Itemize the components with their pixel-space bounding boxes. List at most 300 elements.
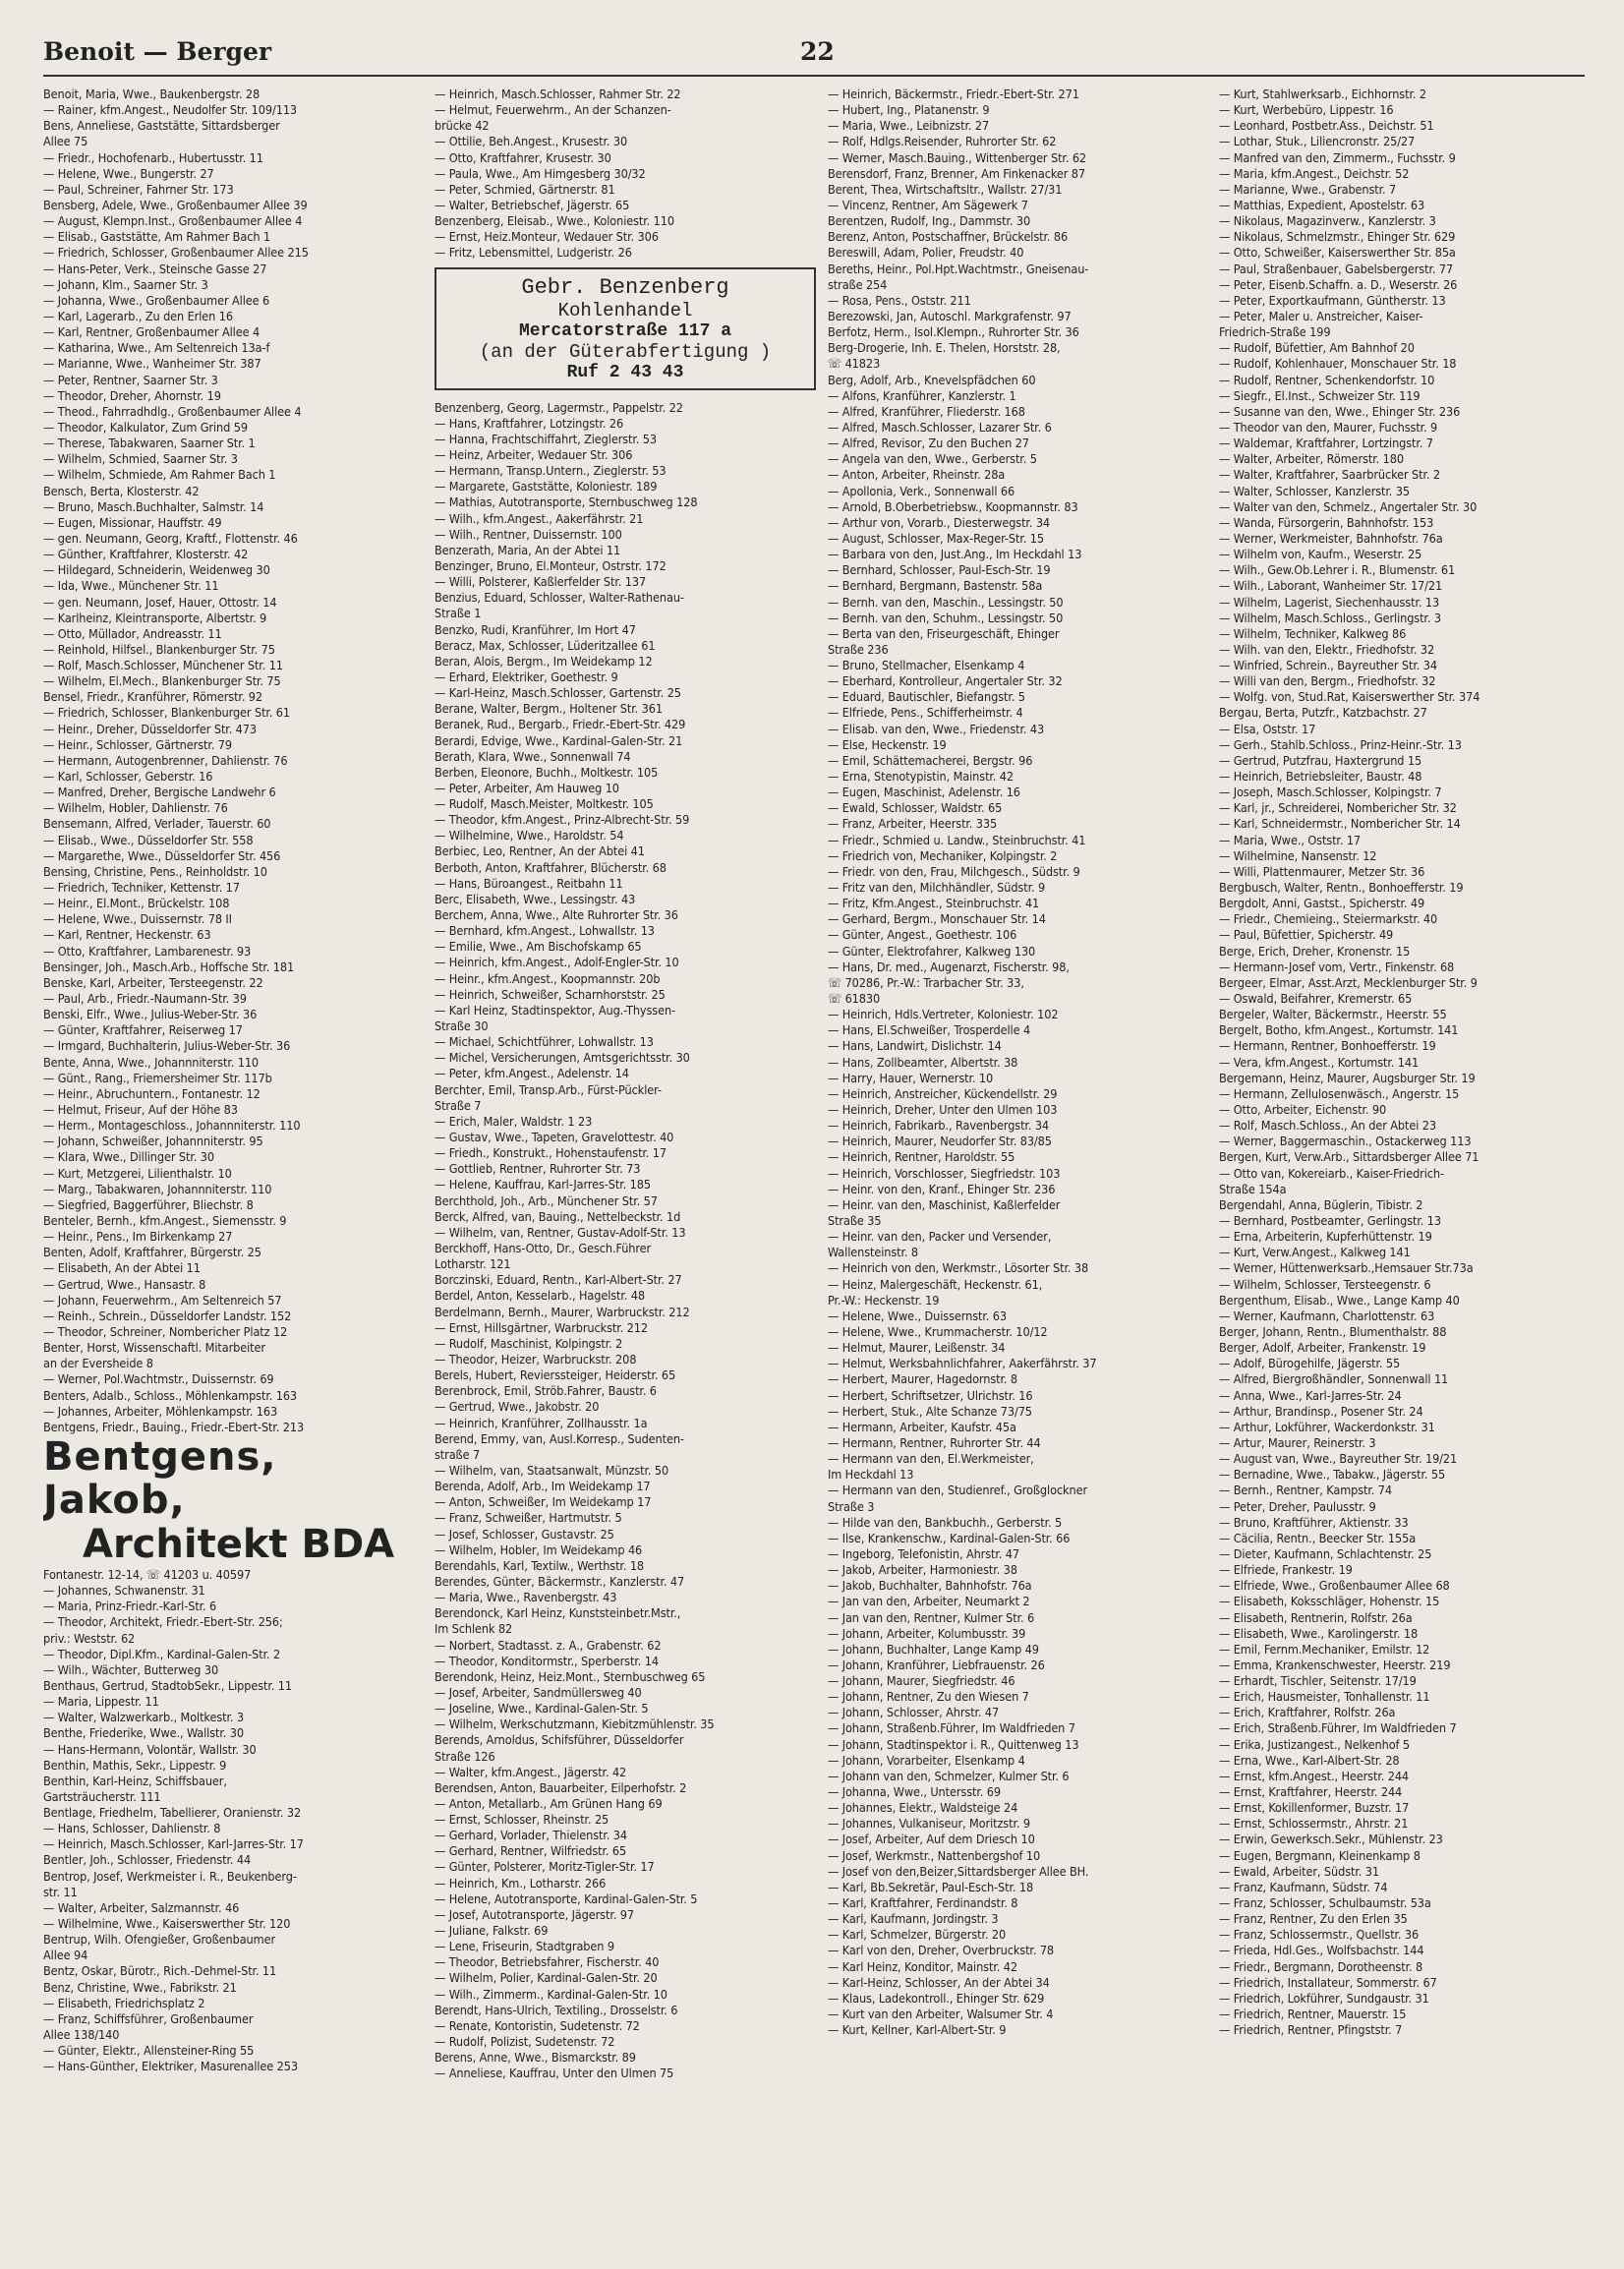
column-1: [43, 87, 429, 2249]
directory-entry: — Mathias, Autotransporte, Sternbuschweg 128: [435, 495, 698, 510]
directory-entry: — Theodor, Schreiner, Nombericher Platz 12: [43, 1323, 288, 1339]
directory-entry: — Irmgard, Buchhalterin, Julius-Weber-Str. 36: [43, 1038, 291, 1054]
directory-entry: — Paul, Arb., Friedr.-Naumann-Str. 39: [43, 991, 247, 1007]
directory-entry: Bergeler, Walter, Bäckermstr., Heerstr. 55: [1219, 1007, 1447, 1022]
directory-entry: — Rolf, Masch.Schlosser, Münchener Str. 11: [43, 658, 283, 673]
directory-entry: — Heinrich, Vorschlosser, Siegfriedstr. 103: [828, 1165, 1061, 1181]
directory-entry: Bensch, Berta, Klosterstr. 42: [43, 483, 200, 498]
directory-entry: — Franz, Kaufmann, Südstr. 74: [1219, 1879, 1388, 1894]
directory-entry: Benthin, Mathis, Sekr., Lippestr. 9: [43, 1757, 227, 1773]
directory-entry: — Heinrich, kfm.Angest., Adolf-Engler-Str. 10: [435, 955, 679, 970]
directory-entry: — Elfriede, Wwe., Großenbaumer Allee 68: [1219, 1578, 1450, 1594]
directory-entry: Berardi, Edvige, Wwe., Kardinal-Galen-Str. 21: [435, 732, 683, 748]
directory-entry: — Siegfr., El.Inst., Schweizer Str. 119: [1219, 387, 1421, 403]
directory-entry: — Friedrich von, Mechaniker, Kolpingstr. 2: [828, 847, 1058, 863]
directory-entry: — Johanna, Wwe., Großenbaumer Allee 6: [43, 292, 270, 308]
directory-entry: — Walter, Betriebschef, Jägerstr. 65: [435, 197, 630, 212]
directory-entry: — Johann van den, Schmelzer, Kulmer Str. 6: [828, 1768, 1070, 1783]
directory-entry: — Bernh. van den, Schuhm., Lessingstr. 50: [828, 610, 1064, 625]
directory-entry: — Werner, Werkmeister, Bahnhofstr. 76a: [1219, 530, 1443, 546]
directory-entry: — Friedr. von den, Frau, Milchgesch., Südstr. 9: [828, 863, 1080, 879]
ad-bentgens-title: Architekt BDA: [83, 1521, 395, 1567]
directory-entry: — Helmut, Maurer, Leißenstr. 34: [828, 1340, 1006, 1356]
directory-entry: — Heinz, Malergeschäft, Heckenstr. 61,: [828, 1276, 1043, 1292]
directory-entry: — Anton, Metallarb., Am Grünen Hang 69: [435, 1795, 663, 1811]
directory-entry: — Johann, Feuerwehrm., Am Seltenreich 57: [43, 1292, 282, 1308]
directory-entry: — Hermann, Rentner, Bonhoefferstr. 19: [1219, 1038, 1436, 1054]
directory-entry: — Ernst, Kraftfahrer, Heerstr. 244: [1219, 1784, 1403, 1800]
directory-entry: — Heinrich, Masch.Schlosser, Rahmer Str. 22: [435, 87, 681, 101]
directory-entry: Bergbusch, Walter, Rentn., Bonhoefferstr. 19: [1219, 880, 1464, 896]
directory-entry: — Michael, Schichtführer, Lohwallstr. 13: [435, 1034, 654, 1050]
directory-entry: — Günter, Polsterer, Moritz-Tigler-Str. 17: [435, 1859, 655, 1875]
directory-entry: — Willi van den, Bergm., Friedhofstr. 32: [1219, 673, 1436, 689]
directory-entry: Bensing, Christine, Pens., Reinholdstr. 10: [43, 863, 267, 879]
directory-entry: — Otto van, Kokereiarb., Kaiser-Friedrich-: [1219, 1165, 1444, 1181]
directory-entry: — Wanda, Fürsorgerin, Bahnhofstr. 153: [1219, 514, 1434, 530]
directory-entry: — Ernst, Kokillenformer, Buzstr. 17: [1219, 1800, 1410, 1816]
directory-entry: — Walter van den, Schmelz., Angertaler Str. 30: [1219, 498, 1478, 514]
directory-entry: Berend, Emmy, van, Ausl.Korresp., Sudenten-: [435, 1430, 684, 1446]
directory-entry: — Winfried, Schrein., Bayreuther Str. 34: [1219, 658, 1437, 673]
entry-list-3: [828, 87, 1213, 2038]
directory-entry: — Erna, Arbeiterin, Kupferhüttenstr. 19: [1219, 1229, 1432, 1245]
directory-entry: — Bruno, Stellmacher, Elsenkamp 4: [828, 658, 1025, 673]
directory-entry: — Johann, Schweißer, Johannniterstr. 95: [43, 1134, 263, 1149]
directory-entry: — Karl von den, Dreher, Overbruckstr. 78: [828, 1943, 1055, 1958]
directory-entry: — Emil, Schättemacherei, Bergstr. 96: [828, 752, 1033, 768]
directory-entry: Berge, Erich, Dreher, Kronenstr. 15: [1219, 943, 1411, 959]
directory-entry: — Alfred, Masch.Schlosser, Lazarer Str. 6: [828, 419, 1052, 435]
directory-entry: Bergendahl, Anna, Büglerin, Tibistr. 2: [1219, 1196, 1423, 1212]
directory-entry: Allee 138/140: [43, 2027, 120, 2043]
directory-entry: — Josef, Arbeiter, Sandmüllersweg 40: [435, 1684, 642, 1700]
directory-entry: Berchter, Emil, Transp.Arb., Fürst-Pückler-: [435, 1081, 662, 1097]
directory-entry: — Friedh., Konstrukt., Hohenstaufenstr. 17: [435, 1145, 667, 1161]
entry-list-2b: [435, 400, 820, 2082]
directory-entry: — Elsa, Oststr. 17: [1219, 721, 1316, 736]
directory-entry: — Manfred, Dreher, Bergische Landwehr 6: [43, 785, 276, 800]
directory-entry: — Ilse, Krankenschw., Kardinal-Galen-Str. 66: [828, 1530, 1071, 1545]
directory-entry: Bergemann, Heinz, Maurer, Augsburger Str. 19: [1219, 1070, 1476, 1085]
entry-list-2a: [435, 87, 820, 262]
directory-entry: — Helmut, Werksbahnlichfahrer, Aakerfährstr. 37: [828, 1356, 1097, 1371]
directory-entry: — Günther, Kraftfahrer, Klosterstr. 42: [43, 547, 249, 562]
directory-entry: Berentzen, Rudolf, Ing., Dammstr. 30: [828, 213, 1031, 229]
directory-entry: Berane, Walter, Bergm., Holtener Str. 361: [435, 701, 663, 717]
directory-entry: — Klaus, Ladekontroll., Ehinger Str. 629: [828, 1990, 1045, 2006]
directory-entry: — Hermann-Josef vom, Vertr., Finkenstr. 68: [1219, 959, 1455, 974]
directory-entry: Straße 1: [435, 606, 482, 621]
directory-entry: Benoit, Maria, Wwe., Baukenbergstr. 28: [43, 87, 261, 101]
directory-entry: Straße 7: [435, 1097, 482, 1113]
directory-entry: — Emilie, Wwe., Am Bischofskamp 65: [435, 939, 642, 955]
directory-entry: — Waldemar, Kraftfahrer, Lortzingstr. 7: [1219, 436, 1433, 451]
directory-entry: ☏ 41823: [828, 356, 881, 372]
directory-entry: — Werner, Kaufmann, Charlottenstr. 63: [1219, 1308, 1435, 1323]
directory-entry: — Hermann, Arbeiter, Kaufstr. 45a: [828, 1419, 1016, 1434]
directory-entry: Bergeer, Elmar, Asst.Arzt, Mecklenburger Str. 9: [1219, 974, 1478, 990]
directory-entry: — Hans, Kraftfahrer, Lotzingstr. 26: [435, 415, 624, 431]
directory-entry: Berendes, Günter, Bäckermstr., Kanzlerstr. 47: [435, 1573, 685, 1589]
directory-entry: — Walter, Arbeiter, Römerstr. 180: [1219, 451, 1404, 467]
directory-entry: — Ernst, kfm.Angest., Heerstr. 244: [1219, 1768, 1410, 1783]
directory-entry: — Rudolf, Masch.Meister, Moltkestr. 105: [435, 796, 654, 812]
directory-entry: — Friedrich, Schlosser, Blankenburger Str. 61: [43, 705, 291, 721]
directory-entry: — Elfriede, Pens., Schifferheimstr. 4: [828, 705, 1023, 721]
directory-entry: — Heinr. von den, Kranf., Ehinger Str. 236: [828, 1181, 1056, 1196]
directory-entry: — Johann, Klm., Saarner Str. 3: [43, 276, 208, 292]
directory-entry: — Friedrich, Techniker, Kettenstr. 17: [43, 880, 240, 896]
directory-entry: — Josef, Autotransporte, Jägerstr. 97: [435, 1906, 634, 1922]
directory-entry: Bergelt, Botho, kfm.Angest., Kortumstr. 141: [1219, 1022, 1459, 1038]
directory-entry: — Heinr., El.Mont., Brückelstr. 108: [43, 896, 230, 911]
directory-entry: Bensberg, Adele, Wwe., Großenbaumer Allee 39: [43, 197, 308, 212]
directory-entry: — Joseline, Wwe., Kardinal-Galen-Str. 5: [435, 1701, 649, 1716]
directory-entry: — Friedrich, Lokführer, Sundgaustr. 31: [1219, 1990, 1429, 2006]
directory-entry: — Wolfg. von, Stud.Rat, Kaiserswerther Str. 374: [1219, 689, 1480, 705]
directory-entry: — Theodor, Dipl.Kfm., Kardinal-Galen-Str. 2: [43, 1646, 281, 1661]
directory-entry: — Otto, Schweißer, Kaiserswerther Str. 85a: [1219, 245, 1456, 261]
directory-entry: — Walter, Walzwerkarb., Moltkestr. 3: [43, 1710, 244, 1725]
directory-entry: — Emma, Krankenschwester, Heerstr. 219: [1219, 1657, 1451, 1672]
directory-entry: — Karlheinz, Kleintransporte, Albertstr. 9: [43, 610, 267, 625]
directory-entry: — Hermann van den, El.Werkmeister,: [828, 1451, 1034, 1467]
directory-entry: — Hans, Dr. med., Augenarzt, Fischerstr. 98,: [828, 959, 1070, 974]
directory-entry: — Heinrich, Kranführer, Zollhausstr. 1a: [435, 1415, 648, 1430]
directory-entry: — Jakob, Arbeiter, Harmoniestr. 38: [828, 1562, 1017, 1578]
directory-entry: — Kurt van den Arbeiter, Walsumer Str. 4: [828, 2007, 1054, 2022]
ad-benzenberg-name: Gebr. Benzenberg: [521, 274, 729, 300]
ad-benzenberg-line3: (an der Güterabfertigung ): [479, 340, 772, 363]
directory-entry: — Heinr. van den, Maschinist, Kaßlerfelder: [828, 1196, 1061, 1212]
directory-entry: — Walter, Kraftfahrer, Saarbrücker Str. 2: [1219, 467, 1440, 483]
directory-entry: Benter, Horst, Wissenschaftl. Mitarbeiter: [43, 1340, 265, 1356]
directory-entry: — Otto, Arbeiter, Eichenstr. 90: [1219, 1102, 1387, 1117]
directory-entry: — Arthur, Lokführer, Wackerdonkstr. 31: [1219, 1419, 1435, 1434]
directory-entry: — Karl, jr., Schreiderei, Nombericher Str. 32: [1219, 800, 1457, 816]
directory-entry: — Peter, Arbeiter, Am Hauweg 10: [435, 780, 619, 795]
page-number: 22: [800, 37, 835, 66]
directory-entry: — Maria, Wwe., Ravenbergstr. 43: [435, 1590, 617, 1605]
directory-entry: — Wilhelm, El.Mech., Blankenburger Str. 75: [43, 673, 281, 689]
directory-entry: Benten, Adolf, Kraftfahrer, Bürgerstr. 25: [43, 1245, 261, 1260]
directory-entry: — Heinrich, Dreher, Unter den Ulmen 103: [828, 1102, 1058, 1117]
directory-entry: — Susanne van den, Wwe., Ehinger Str. 236: [1219, 403, 1461, 419]
directory-entry: — Kurt, Kellner, Karl-Albert-Str. 9: [828, 2022, 1007, 2038]
directory-entry: — Maria, Wwe., Oststr. 17: [1219, 832, 1362, 847]
directory-entry: — Peter, Schmied, Gärtnerstr. 81: [435, 181, 615, 197]
directory-entry: — Dieter, Kaufmann, Schlachtenstr. 25: [1219, 1545, 1432, 1561]
directory-entry: — Elisabeth, Koksschläger, Hohenstr. 15: [1219, 1594, 1440, 1609]
directory-entry: Beranek, Rud., Bergarb., Friedr.-Ebert-Str. 429: [435, 717, 686, 732]
directory-entry: — Karl Heinz, Stadtinspektor, Aug.-Thyssen-: [435, 1002, 676, 1018]
directory-entry: — Friedr., Hochofenarb., Hubertusstr. 11: [43, 149, 263, 165]
directory-entry: — Fritz van den, Milchhändler, Südstr. 9: [828, 880, 1046, 896]
directory-entry: — Erich, Kraftfahrer, Rolfstr. 26a: [1219, 1705, 1396, 1720]
directory-entry: — Werner, Baggermaschin., Ostackerweg 113: [1219, 1134, 1472, 1149]
directory-entry: Berens, Anne, Wwe., Bismarckstr. 89: [435, 2050, 636, 2065]
directory-entry: — Karl, Lagerarb., Zu den Erlen 16: [43, 308, 233, 323]
directory-entry: Bentlage, Friedhelm, Tabellierer, Oranienstr. 32: [43, 1805, 302, 1821]
directory-entry: — Gerhard, Bergm., Monschauer Str. 14: [828, 911, 1046, 927]
directory-entry: — Friedrich, Installateur, Sommerstr. 67: [1219, 1974, 1437, 1990]
directory-entry: Gartsträucherstr. 111: [43, 1788, 161, 1804]
directory-entry: Berben, Eleonore, Buchh., Moltkestr. 105: [435, 764, 659, 780]
directory-entry: — Hans-Günther, Elektriker, Masurenallee 253: [43, 2059, 298, 2074]
directory-entry: Pr.-W.: Heckenstr. 19: [828, 1292, 940, 1308]
directory-entry: Benski, Elfr., Wwe., Julius-Weber-Str. 36: [43, 1007, 258, 1022]
directory-entry: — Bernh., Rentner, Kampstr. 74: [1219, 1483, 1393, 1498]
directory-entry: Wallensteinstr. 8: [828, 1245, 918, 1260]
directory-entry: Benzerath, Maria, An der Abtei 11: [435, 542, 621, 557]
directory-entry: Bergdolt, Anni, Gastst., Spicherstr. 49: [1219, 896, 1425, 911]
directory-entry: Bentz, Oskar, Bürotr., Rich.-Dehmel-Str. 11: [43, 1963, 277, 1979]
directory-entry: — Wilhelm, Hobler, Im Weidekamp 46: [435, 1542, 643, 1557]
directory-entry: — Kurt, Stahlwerksarb., Eichhornstr. 2: [1219, 87, 1426, 101]
ad-benzenberg-phone: Ruf 2 43 43: [566, 362, 684, 382]
directory-entry: — Werner, Pol.Wachtmstr., Duissernstr. 69: [43, 1371, 274, 1387]
directory-entry: — Helene, Wwe., Krummacherstr. 10/12: [828, 1323, 1048, 1339]
directory-entry: Berck, Alfred, van, Bauing., Nettelbeckstr. 1d: [435, 1208, 681, 1224]
directory-entry: — Jan van den, Rentner, Kulmer Str. 6: [828, 1609, 1035, 1625]
directory-entry: — Marianne, Wwe., Wanheimer Str. 387: [43, 356, 261, 372]
directory-entry: — Frieda, Hdl.Ges., Wolfsbachstr. 144: [1219, 1943, 1424, 1958]
directory-entry: — Wilhelm, van, Staatsanwalt, Münzstr. 50: [435, 1462, 669, 1478]
directory-entry: — Margarethe, Wwe., Düsseldorfer Str. 456: [43, 847, 281, 863]
directory-entry: — Theodor, Konditormstr., Sperberstr. 14: [435, 1653, 659, 1668]
directory-entry: Bentler, Joh., Schlosser, Friedenstr. 44: [43, 1852, 252, 1868]
directory-entry: — Werner, Hüttenwerksarb.,Hemsauer Str.73a: [1219, 1260, 1474, 1276]
directory-entry: — Wilhelm von, Kaufm., Weserstr. 25: [1219, 547, 1422, 562]
directory-entry: — Maria, Lippestr. 11: [43, 1694, 159, 1710]
directory-entry: — Karl, Schneidermstr., Nombericher Str. 14: [1219, 816, 1461, 832]
directory-entry: — Wilhelm, Masch.Schloss., Gerlingstr. 3: [1219, 610, 1441, 625]
directory-entry: — Johannes, Elektr., Waldsteige 24: [828, 1800, 1018, 1816]
directory-entry: — Johannes, Schwanenstr. 31: [43, 1583, 205, 1599]
directory-entry: Berends, Arnoldus, Schifsführer, Düsseldorfer: [435, 1732, 684, 1748]
directory-entry: — Klara, Wwe., Dillinger Str. 30: [43, 1149, 214, 1165]
directory-entry: — Peter, kfm.Angest., Adelenstr. 14: [435, 1066, 629, 1081]
directory-entry: — Walter, kfm.Angest., Jägerstr. 42: [435, 1764, 627, 1779]
directory-entry: — Karl, Rentner, Großenbaumer Allee 4: [43, 324, 261, 340]
directory-entry: — Paul, Büfettier, Spicherstr. 49: [1219, 927, 1394, 943]
directory-entry: Berchem, Anna, Wwe., Alte Ruhrorter Str. 36: [435, 907, 678, 923]
directory-entry: — Heinr., Pens., Im Birkenkamp 27: [43, 1229, 233, 1245]
directory-entry: — Gerh., Stahlb.Schloss., Prinz-Heinr.-Str. 13: [1219, 736, 1462, 752]
directory-entry: — Helmut, Feuerwehrm., An der Schanzen-: [435, 102, 671, 118]
directory-entry: — Ewald, Schlosser, Waldstr. 65: [828, 800, 1003, 816]
directory-entry: — Elisab., Wwe., Düsseldorfer Str. 558: [43, 832, 254, 847]
entry-list-4: [1219, 87, 1612, 2038]
directory-entry: — Ottilie, Beh.Angest., Krusestr. 30: [435, 134, 628, 149]
directory-entry: Berg-Drogerie, Inh. E. Thelen, Horststr. 28,: [828, 340, 1061, 356]
directory-entry: — Günt., Rang., Friemersheimer Str. 117b: [43, 1070, 272, 1085]
directory-entry: — Erhardt, Tischler, Seitenstr. 17/19: [1219, 1673, 1417, 1689]
ad-bentgens: [43, 1435, 429, 1567]
directory-entry: — Vera, kfm.Angest., Kortumstr. 141: [1219, 1054, 1420, 1070]
directory-entry: Bergau, Berta, Putzfr., Katzbachstr. 27: [1219, 705, 1427, 721]
directory-entry: — Siegfried, Baggerführer, Bliechstr. 8: [43, 1196, 254, 1212]
directory-entry: — Rolf, Hdlgs.Reisender, Ruhrorter Str. 62: [828, 134, 1057, 149]
directory-entry: — Anton, Arbeiter, Rheinstr. 28a: [828, 467, 1006, 483]
directory-entry: — Gertrud, Putzfrau, Haxtergrund 15: [1219, 752, 1422, 768]
directory-entry: — Peter, Rentner, Saarner Str. 3: [43, 372, 218, 387]
directory-entry: — Nikolaus, Schmelzmstr., Ehinger Str. 629: [1219, 229, 1456, 245]
directory-entry: Beracz, Max, Schlosser, Lüderitzallee 61: [435, 637, 656, 653]
directory-entry: — Wilhelm, Schlosser, Tersteegenstr. 6: [1219, 1276, 1431, 1292]
directory-entry: — Ewald, Arbeiter, Südstr. 31: [1219, 1863, 1379, 1879]
directory-entry: Benzko, Rudi, Kranführer, Im Hort 47: [435, 621, 636, 637]
directory-entry: — Karl, Kraftfahrer, Ferdinandstr. 8: [828, 1895, 1018, 1911]
directory-entry: Benske, Karl, Arbeiter, Tersteegenstr. 22: [43, 974, 263, 990]
directory-entry: — Apollonia, Verk., Sonnenwall 66: [828, 483, 1015, 498]
directory-entry: — Johann, Maurer, Siegfriedstr. 46: [828, 1673, 1015, 1689]
directory-entry: Bereths, Heinr., Pol.Hpt.Wachtmstr., Gneisenau-: [828, 261, 1089, 276]
directory-entry: — Gerhard, Rentner, Wilfriedstr. 65: [435, 1843, 627, 1859]
directory-entry: Berendonk, Heinz, Heiz.Mont., Sternbuschweg 65: [435, 1668, 706, 1684]
directory-entry: Bensemann, Alfred, Verlader, Tauerstr. 60: [43, 816, 271, 832]
directory-entry: — Ernst, Hillsgärtner, Warbruckstr. 212: [435, 1319, 648, 1335]
directory-entry: — Lene, Friseurin, Stadtgraben 9: [435, 1939, 614, 1954]
directory-entry: — Maria, Prinz-Friedr.-Karl-Str. 6: [43, 1599, 217, 1614]
ad-benzenberg: [435, 267, 816, 390]
directory-entry: — Heinr. van den, Packer und Versender,: [828, 1229, 1052, 1245]
directory-entry: — Johann, Schlosser, Ahrstr. 47: [828, 1705, 1000, 1720]
directory-entry: — Herbert, Maurer, Hagedornstr. 8: [828, 1371, 1017, 1387]
directory-entry: — Elfriede, Frankestr. 19: [1219, 1562, 1353, 1578]
directory-entry: — Wilh., Laborant, Wanheimer Str. 17/21: [1219, 578, 1443, 594]
directory-entry: — Bernhard, Bergmann, Bastenstr. 58a: [828, 578, 1043, 594]
directory-entry: — Hans, Büroangest., Reitbahn 11: [435, 875, 623, 891]
directory-entry: Straße 35: [828, 1212, 882, 1228]
directory-entry: — Hermann van den, Studienref., Großglockner: [828, 1483, 1088, 1498]
directory-entry: — Franz, Arbeiter, Heerstr. 335: [828, 816, 998, 832]
directory-entry: Berenda, Adolf, Arb., Im Weidekamp 17: [435, 1479, 651, 1494]
directory-entry: — Wilhelm, Schmied, Saarner Str. 3: [43, 451, 238, 467]
directory-entry: — Rainer, kfm.Angest., Neudolfer Str. 109/113: [43, 102, 298, 118]
directory-entry: Benthe, Friederike, Wwe., Wallstr. 30: [43, 1725, 244, 1741]
directory-entry: — Gustav, Wwe., Tapeten, Gravelottestr. 40: [435, 1130, 674, 1145]
directory-entry: Berger, Johann, Rentn., Blumenthalstr. 88: [1219, 1323, 1447, 1339]
directory-entry: — Therese, Tabakwaren, Saarner Str. 1: [43, 436, 256, 451]
directory-entry: — Renate, Kontoristin, Sudetenstr. 72: [435, 2017, 640, 2033]
directory-entry: — Paula, Wwe., Am Himgesberg 30/32: [435, 165, 646, 181]
directory-entry: — Rudolf, Rentner, Schenkendorfstr. 10: [1219, 372, 1435, 387]
directory-entry: — Wilhelmine, Wwe., Haroldstr. 54: [435, 828, 624, 844]
directory-entry: — Erhard, Elektriker, Goethestr. 9: [435, 669, 618, 684]
directory-entry: — Karl, Schlosser, Geberstr. 16: [43, 769, 213, 785]
directory-entry: — Herm., Montageschloss., Johannniterstr. 110: [43, 1118, 301, 1134]
directory-entry: — Alfons, Kranführer, Kanzlerstr. 1: [828, 387, 1016, 403]
directory-entry: — Michel, Versicherungen, Amtsgerichtsstr. 30: [435, 1050, 690, 1066]
directory-entry: — Arthur von, Vorarb., Diesterwegstr. 34: [828, 514, 1051, 530]
directory-entry: — Hermann, Zellulosenwäsch., Angerstr. 15: [1219, 1085, 1460, 1101]
directory-entry: — Bernadine, Wwe., Tabakw., Jägerstr. 55: [1219, 1467, 1446, 1483]
directory-entry: — Theodor, Dreher, Ahornstr. 19: [43, 387, 221, 403]
directory-entry: — Franz, Rentner, Zu den Erlen 35: [1219, 1911, 1408, 1927]
directory-entry: — Heinr., kfm.Angest., Koopmannstr. 20b: [435, 970, 661, 986]
directory-entry: — Heinrich, Rentner, Haroldstr. 55: [828, 1149, 1015, 1165]
directory-entry: — Wilh., Rentner, Duissernstr. 100: [435, 526, 622, 542]
directory-entry: — Wilhelm, Polier, Kardinal-Galen-Str. 20: [435, 1970, 658, 1986]
directory-entry: — Fritz, Kfm.Angest., Steinbruchstr. 41: [828, 896, 1040, 911]
directory-entry: — Johann, Stadtinspektor i. R., Quittenweg 13: [828, 1736, 1079, 1752]
directory-entry: — Marianne, Wwe., Grabenstr. 7: [1219, 181, 1397, 197]
directory-entry: — Hans, Landwirt, Dislichstr. 14: [828, 1038, 1002, 1054]
directory-entry: — Manfred van den, Zimmerm., Fuchsstr. 9: [1219, 149, 1456, 165]
directory-entry: — Fritz, Lebensmittel, Ludgeristr. 26: [435, 245, 632, 261]
directory-entry: — Erich, Straßenb.Führer, Im Waldfrieden 7: [1219, 1720, 1457, 1736]
directory-entry: — Elisabeth, Wwe., Karolingerstr. 18: [1219, 1625, 1419, 1641]
directory-entry: — Paul, Straßenbauer, Gabelsbergerstr. 77: [1219, 261, 1454, 276]
directory-entry: — Franz, Schlossermstr., Quellstr. 36: [1219, 1927, 1420, 1943]
directory-entry: — Heinrich, Hdls.Vertreter, Koloniestr. 102: [828, 1007, 1059, 1022]
directory-entry: — Barbara von den, Just.Ang., Im Heckdahl 13: [828, 547, 1082, 562]
directory-entry: — Helene, Wwe., Duissernstr. 78 II: [43, 911, 232, 927]
directory-entry: — Erika, Justizangest., Nelkenhof 5: [1219, 1736, 1411, 1752]
directory-entry: — Karl-Heinz, Masch.Schlosser, Gartenstr. 25: [435, 685, 681, 701]
directory-entry: Berezowski, Jan, Autoschl. Markgrafenstr. 97: [828, 308, 1072, 323]
directory-entry: — Kurt, Metzgerei, Lilienthalstr. 10: [43, 1165, 232, 1181]
directory-entry: Berendt, Hans-Ulrich, Textiling., Drosselstr. 6: [435, 2002, 678, 2017]
directory-entry: — Hildegard, Schneiderin, Weidenweg 30: [43, 562, 270, 578]
directory-entry: — Anton, Schweißer, Im Weidekamp 17: [435, 1494, 652, 1510]
directory-entry: — Wilhelm, Hobler, Dahlienstr. 76: [43, 800, 228, 816]
directory-entry: — Friedr., Schmied u. Landw., Steinbruchstr. 41: [828, 832, 1086, 847]
directory-entry: — Alfred, Revisor, Zu den Buchen 27: [828, 436, 1029, 451]
directory-entry: Straße 154a: [1219, 1181, 1287, 1196]
entry-list-1a: [43, 87, 429, 1435]
directory-entry: Bergen, Kurt, Verw.Arb., Sittardsberger Allee 71: [1219, 1149, 1479, 1165]
directory-entry: — Walter, Schlosser, Kanzlerstr. 35: [1219, 483, 1411, 498]
directory-entry: — Vincenz, Rentner, Am Sägewerk 7: [828, 197, 1028, 212]
directory-entry: — Elisabeth, Rentnerin, Rolfstr. 26a: [1219, 1609, 1413, 1625]
directory-entry: — Erna, Wwe., Karl-Albert-Str. 28: [1219, 1752, 1400, 1768]
directory-entry: — Jakob, Buchhalter, Bahnhofstr. 76a: [828, 1578, 1032, 1594]
directory-entry: — Emil, Fernm.Mechaniker, Emilstr. 12: [1219, 1641, 1430, 1657]
directory-entry: Im Schlenk 82: [435, 1621, 513, 1637]
directory-entry: — Heinrich, Bäckermstr., Friedr.-Ebert-Str. 271: [828, 87, 1079, 101]
directory-entry: — Alfred, Kranführer, Fliederstr. 168: [828, 403, 1025, 419]
directory-entry: Berels, Hubert, Revierssteiger, Heiderstr. 65: [435, 1367, 676, 1383]
directory-entry: Bente, Anna, Wwe., Johannniterstr. 110: [43, 1054, 260, 1070]
directory-entry: — Josef, Schlosser, Gustavstr. 25: [435, 1526, 614, 1542]
directory-entry: — Otto, Müllador, Andreasstr. 11: [43, 625, 222, 641]
directory-entry: — Karl, Rentner, Heckenstr. 63: [43, 927, 211, 943]
directory-entry: priv.: Weststr. 62: [43, 1630, 136, 1646]
directory-entry: — Arthur, Brandinsp., Posener Str. 24: [1219, 1403, 1423, 1419]
directory-entry: Berbiec, Leo, Rentner, An der Abtei 41: [435, 844, 645, 859]
directory-entry: — Harry, Hauer, Wernerstr. 10: [828, 1070, 994, 1085]
directory-entry: Berc, Elisabeth, Wwe., Lessingstr. 43: [435, 891, 636, 906]
directory-entry: Berfotz, Herm., Isol.Klempn., Ruhrorter Str. 36: [828, 324, 1079, 340]
directory-entry: — Hermann, Autogenbrenner, Dahlienstr. 76: [43, 752, 288, 768]
directory-entry: Straße 236: [828, 641, 889, 657]
directory-entry: — Josef, Arbeiter, Auf dem Driesch 10: [828, 1832, 1035, 1847]
directory-entry: — Nikolaus, Magazinverw., Kanzlerstr. 3: [1219, 213, 1436, 229]
directory-entry: — Eugen, Missionar, Hauffstr. 49: [43, 514, 222, 530]
directory-entry: — Herbert, Schriftsetzer, Ulrichstr. 16: [828, 1387, 1033, 1403]
directory-entry: — Heinrich, Maurer, Neudorfer Str. 83/85: [828, 1134, 1052, 1149]
directory-entry: brücke 42: [435, 118, 490, 134]
directory-entry: — Leonhard, Postbetr.Ass., Deichstr. 51: [1219, 118, 1434, 134]
directory-entry: — Gertrud, Wwe., Jakobstr. 20: [435, 1399, 600, 1415]
directory-entry: — Jan van den, Arbeiter, Neumarkt 2: [828, 1594, 1030, 1609]
directory-entry: Bensinger, Joh., Masch.Arb., Hoffsche Str. 181: [43, 959, 295, 974]
directory-entry: — Hans-Peter, Verk., Steinsche Gasse 27: [43, 261, 267, 276]
directory-entry: — Joseph, Masch.Schlosser, Kolpingstr. 7: [1219, 785, 1442, 800]
